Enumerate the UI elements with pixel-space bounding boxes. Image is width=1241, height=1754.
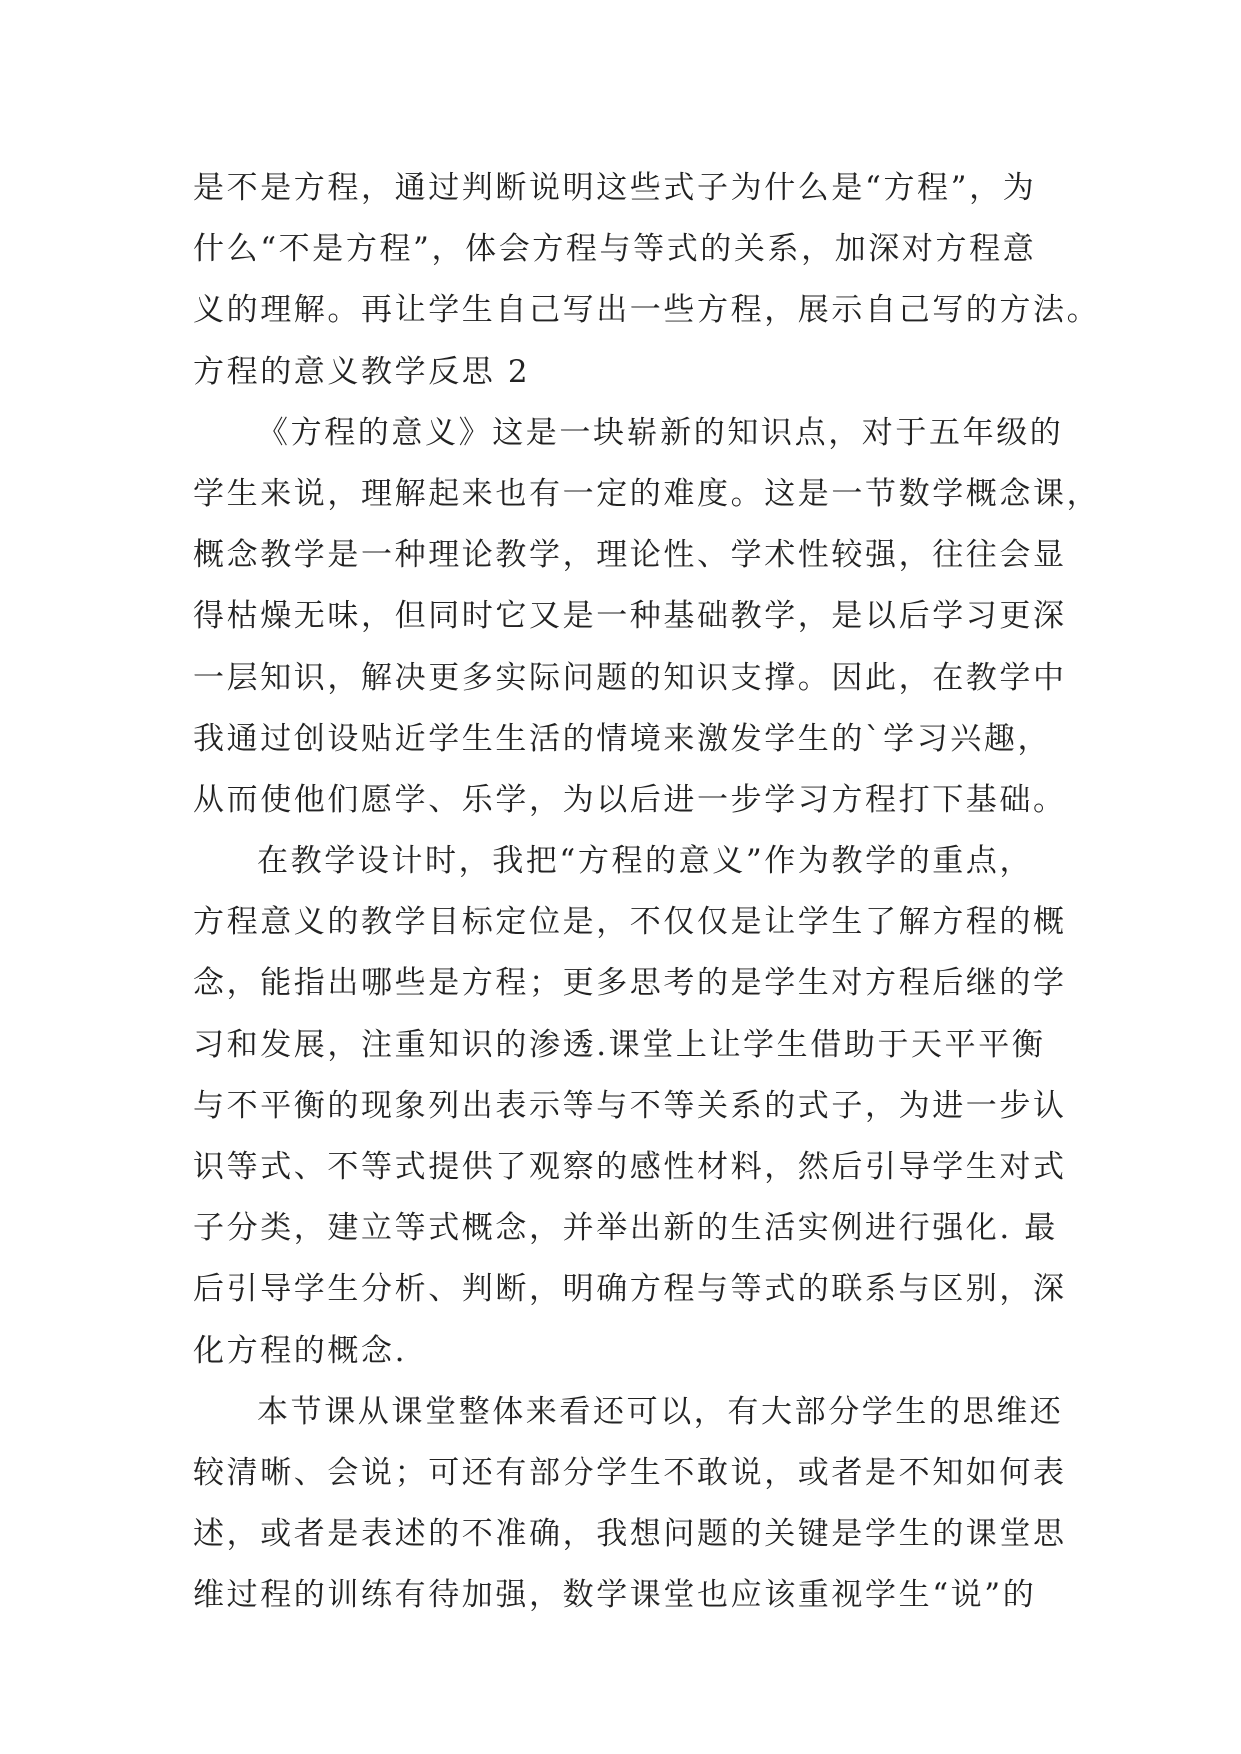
text-line: 从而使他们愿学、乐学，为以后进一步学习方程打下基础。 bbox=[193, 781, 1067, 818]
text-line: 维过程的训练有待加强，数学课堂也应该重视学生“说”的 bbox=[193, 1577, 1037, 1614]
section-heading: 方程的意义教学反思 2 bbox=[193, 353, 531, 390]
paragraph-first-line: 在教学设计时，我把“方程的意义”作为教学的重点， bbox=[257, 843, 1034, 880]
text-line: 我通过创设贴近学生生活的情境来激发学生的`学习兴趣， bbox=[193, 720, 1052, 757]
document-body bbox=[193, 158, 1101, 1627]
paragraph-first-line: 《方程的意义》这是一块崭新的知识点，对于五年级的 bbox=[257, 414, 1064, 451]
text-line: 与不平衡的现象列出表示等与不等关系的式子，为进一步认 bbox=[193, 1087, 1067, 1124]
text-line: 识等式、不等式提供了观察的感性材料，然后引导学生对式 bbox=[193, 1149, 1067, 1185]
text-line: 较清晰、会说；可还有部分学生不敢说，或者是不知如何表 bbox=[193, 1454, 1067, 1491]
text-line: 述，或者是表述的不准确，我想问题的关键是学生的课堂思 bbox=[193, 1516, 1067, 1553]
text-line: 学生来说，理解起来也有一定的难度。这是一节数学概念课， bbox=[193, 475, 1101, 512]
text-line: 念，能指出哪些是方程；更多思考的是学生对方程后继的学 bbox=[193, 965, 1067, 1002]
text-line: 化方程的概念. bbox=[193, 1332, 408, 1369]
text-line: 概念教学是一种理论教学，理论性、学术性较强，往往会显 bbox=[193, 537, 1067, 574]
text-line: 方程意义的教学目标定位是，不仅仅是让学生了解方程的概 bbox=[193, 904, 1067, 941]
text-line: 子分类，建立等式概念，并举出新的生活实例进行强化. 最 bbox=[193, 1210, 1058, 1247]
text-line: 一层知识，解决更多实际问题的知识支撑。因此，在教学中 bbox=[193, 659, 1067, 696]
paragraph-first-line: 本节课从课堂整体来看还可以，有大部分学生的思维还 bbox=[257, 1393, 1064, 1430]
text-line: 什么“不是方程”，体会方程与等式的关系，加深对方程意 bbox=[193, 231, 1037, 268]
text-line: 习和发展，注重知识的渗透.课堂上让学生借助于天平平衡 bbox=[193, 1026, 1046, 1063]
text-line: 后引导学生分析、判断，明确方程与等式的联系与区别，深 bbox=[193, 1271, 1067, 1308]
text-line: 得枯燥无味，但同时它又是一种基础教学，是以后学习更深 bbox=[193, 598, 1067, 635]
text-line: 义的理解。再让学生自己写出一些方程，展示自己写的方法。 bbox=[193, 292, 1101, 329]
text-line: 是不是方程，通过判断说明这些式子为什么是“方程”，为 bbox=[193, 170, 1037, 206]
